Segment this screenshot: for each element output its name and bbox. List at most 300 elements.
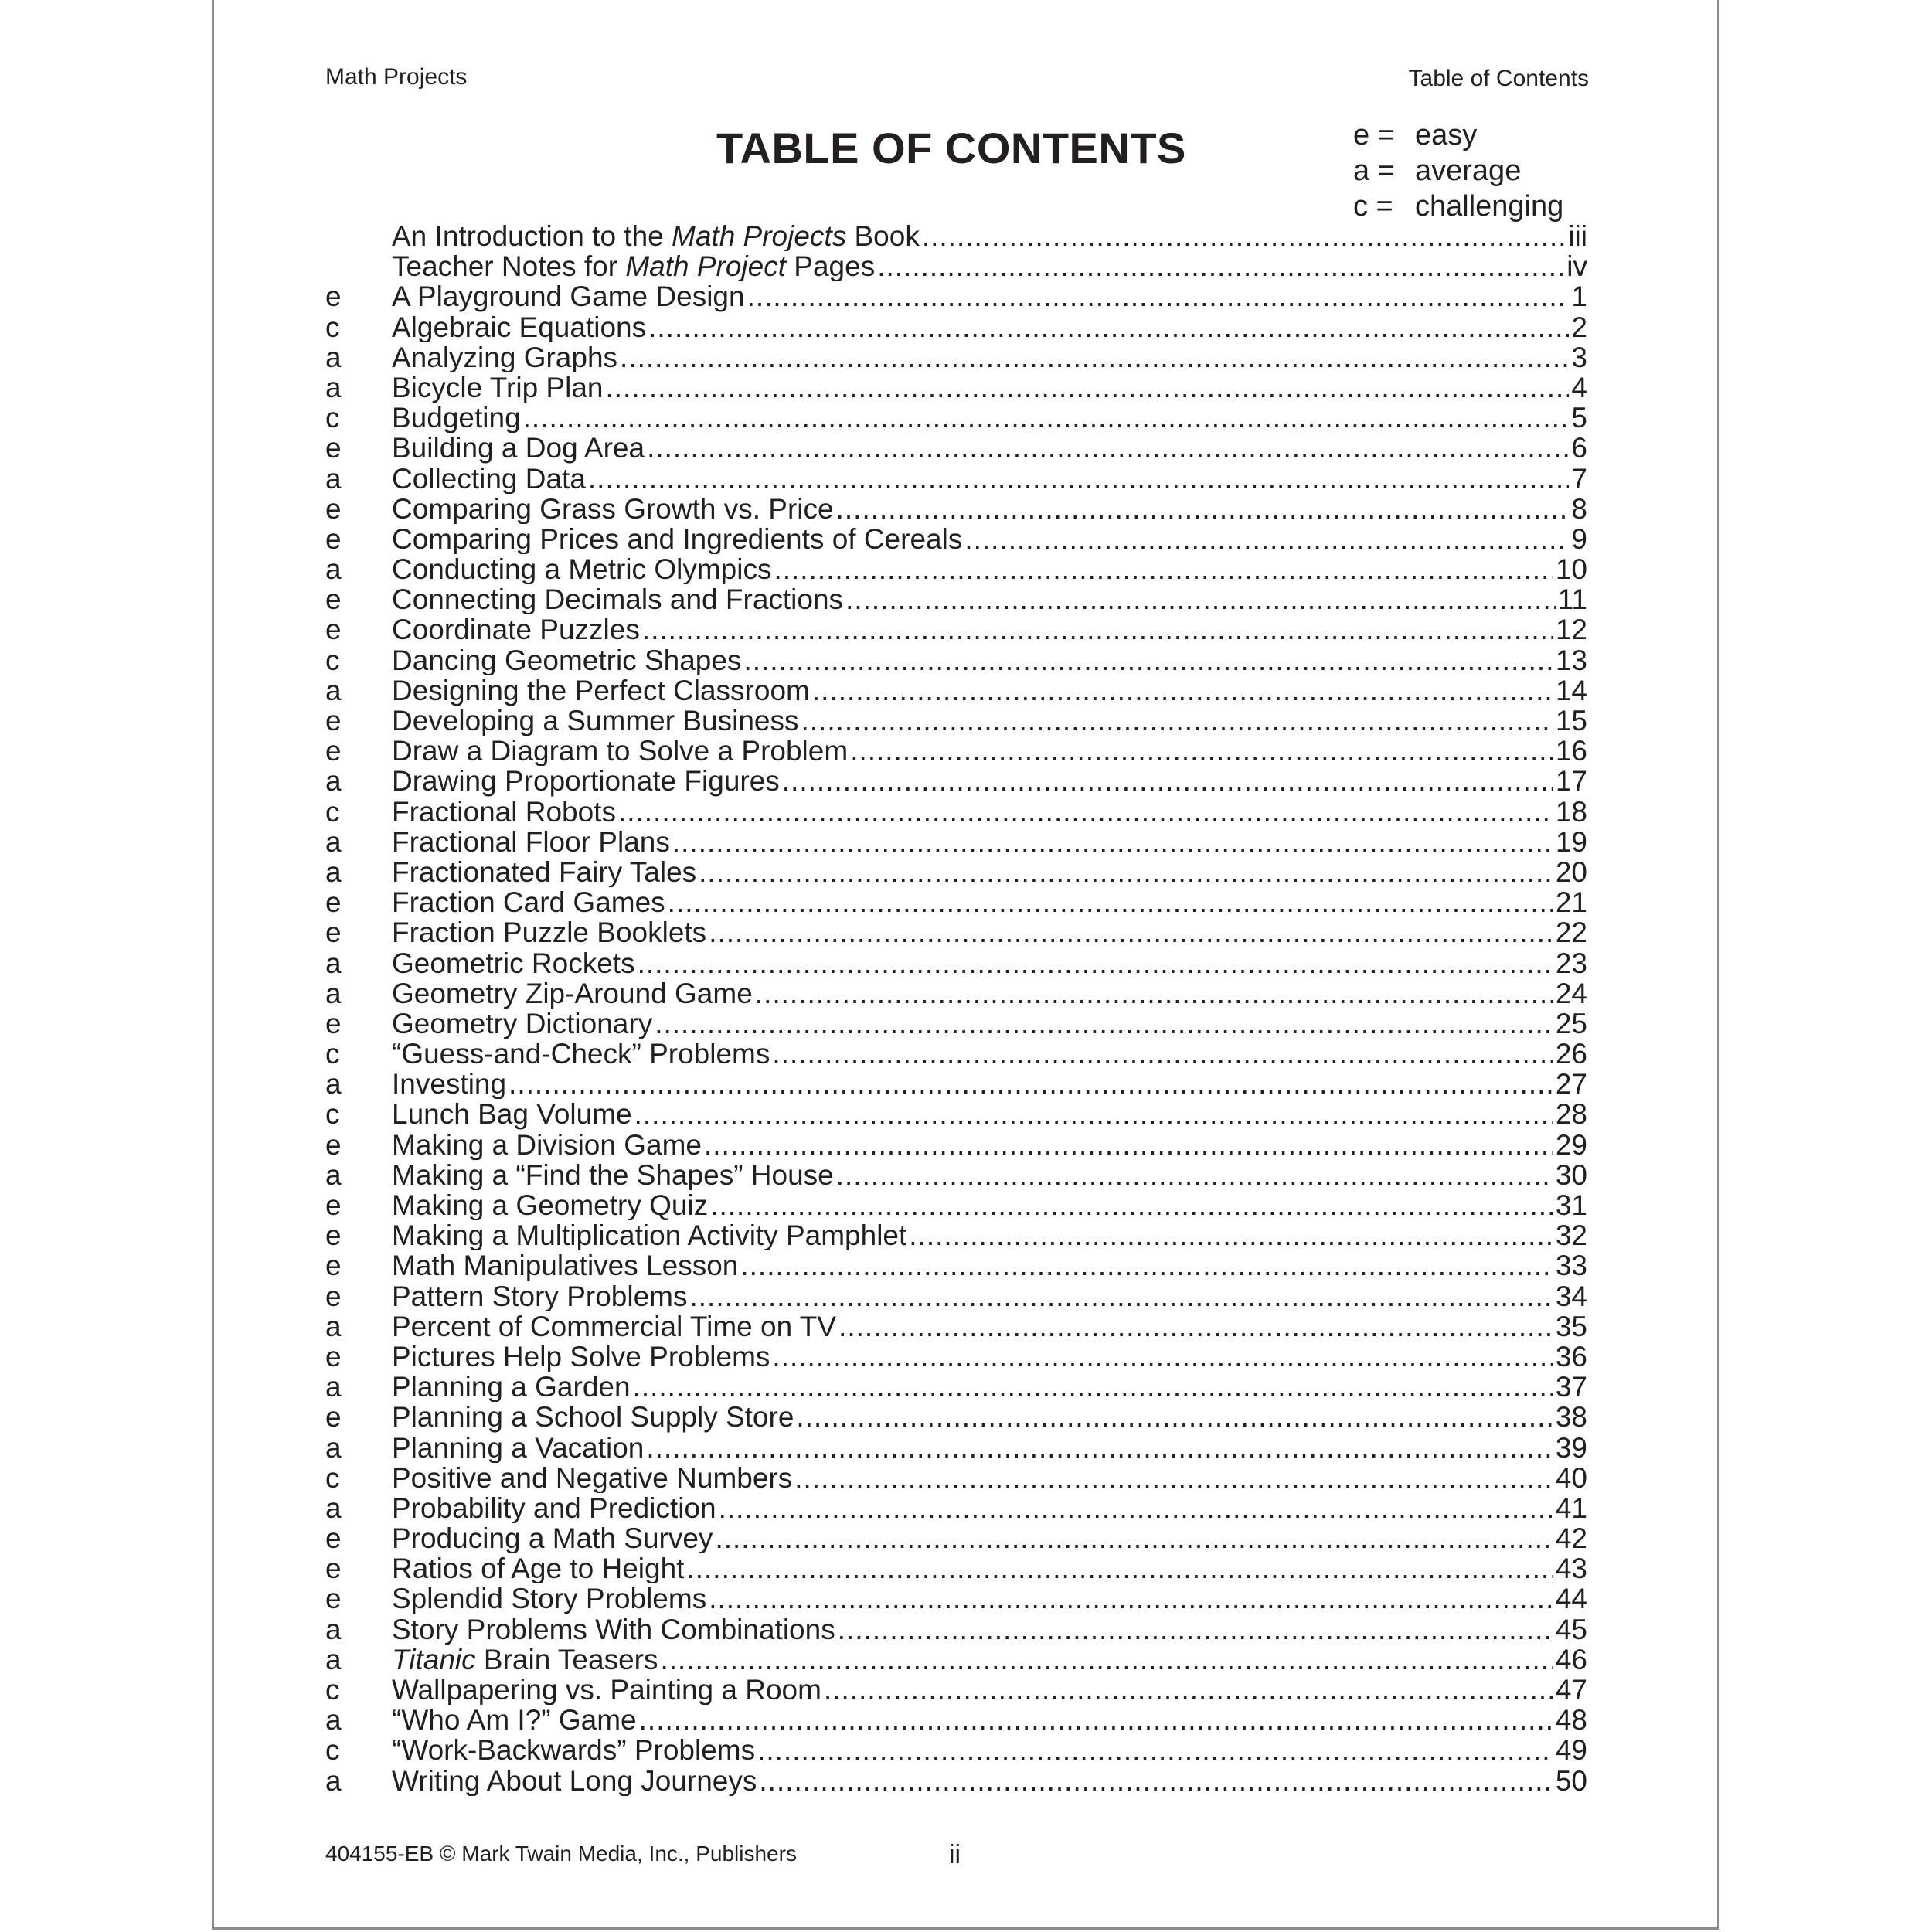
toc-entry[interactable] [325,1372,1587,1402]
difficulty-code: a [325,1704,342,1736]
toc-entry[interactable] [325,464,1587,494]
entry-title [392,1099,632,1129]
entry-page-number: 40 [1555,1462,1587,1493]
entry-page-number: 8 [1571,493,1587,524]
toc-entry-body [392,494,1587,524]
toc-entry-body [392,1583,1587,1614]
entry-title-text: Planning a School Supply Store [392,1402,794,1433]
entry-title [392,1766,757,1796]
entry-title-text: Algebraic Equations [392,311,647,342]
toc-entry[interactable] [325,948,1587,978]
entry-title-text: Developing a Summer Business [392,706,799,736]
entry-title [392,1523,713,1553]
entry-title-text: Geometry Dictionary [392,1008,653,1039]
entry-page-number: 15 [1555,706,1587,736]
toc-entry[interactable] [325,1766,1587,1796]
legend-row [1353,117,1563,153]
entry-title [392,766,780,796]
difficulty-code: a [325,765,342,798]
difficulty-code: e [325,917,342,949]
dot-leader [642,614,1553,645]
entry-title [392,342,617,372]
difficulty-code: a [325,825,342,858]
entry-title-text: Fraction Card Games [392,887,665,918]
toc-entry[interactable] [325,312,1587,342]
entry-title [392,706,798,736]
entry-title [392,645,741,675]
entry-title-text: Math Manipulatives Lesson [392,1250,739,1281]
entry-page-number: 17 [1555,766,1587,797]
toc-entry[interactable] [325,736,1587,766]
dot-leader [772,1039,1553,1069]
entry-page-number: 11 [1557,584,1587,615]
entry-title-text: Fractional Floor Plans [392,826,670,857]
page-number: ii [949,1840,961,1869]
dot-leader [850,736,1553,766]
toc-entry-body [392,221,1587,251]
dot-leader [639,1705,1553,1735]
difficulty-code: a [325,947,342,979]
entry-title-text: Geometric Rockets [392,947,635,978]
toc-entry[interactable] [325,645,1587,675]
difficulty-code: a [325,1492,342,1524]
entry-page-number: 32 [1555,1220,1587,1251]
toc-entry[interactable] [325,1583,1587,1614]
toc-entry-body [392,948,1587,978]
toc-entry[interactable] [325,1069,1587,1099]
difficulty-code: a [325,1158,342,1191]
toc-entry[interactable] [325,281,1587,311]
entry-page-number: 6 [1571,433,1587,464]
toc-entry[interactable] [325,1705,1587,1735]
dot-leader [606,372,1570,403]
toc-entry[interactable] [325,887,1587,917]
difficulty-code: a [325,1613,342,1645]
toc-entry-body [392,1342,1587,1372]
dot-leader [710,1190,1553,1220]
entry-title [392,827,670,857]
entry-title-text: Lunch Bag Volume [392,1099,632,1130]
difficulty-code: c [325,1674,340,1706]
dot-leader [709,1583,1553,1614]
toc-entry-body [392,312,1587,342]
toc-entry[interactable] [325,1735,1587,1765]
toc-entry-body [392,1553,1587,1583]
toc-entry[interactable] [325,1675,1587,1705]
entry-page-number: 20 [1555,856,1587,888]
entry-title [392,372,604,403]
toc-entry[interactable] [325,1250,1587,1281]
toc-entry-body [392,1614,1587,1645]
toc-entry-body [392,736,1587,766]
toc-entry[interactable] [325,372,1587,403]
entry-title [392,1675,821,1705]
footer-publisher: 404155-EB © Mark Twain Media, Inc., Publishers [325,1842,797,1866]
entry-page-number: 26 [1555,1039,1587,1070]
entry-title-text: Dancing Geometric Shapes [392,645,742,675]
entry-page-number: 9 [1571,523,1587,555]
dot-leader [620,342,1569,372]
toc-entry-body [392,1069,1587,1099]
toc-entry[interactable] [325,827,1587,857]
entry-title-text: Making a Multiplication Activity Pamphlet [392,1220,907,1251]
toc-entry-body [392,675,1587,706]
entry-page-number: 3 [1571,342,1587,372]
entry-title [392,1583,706,1614]
legend-code: c = [1353,190,1393,223]
difficulty-code: c [325,311,340,343]
dot-leader [647,433,1569,463]
legend-desc: challenging [1415,190,1564,223]
entry-page-number: 35 [1555,1311,1587,1342]
entry-title [392,1160,834,1190]
toc-entry[interactable] [325,1342,1587,1372]
entry-page-number: 16 [1555,736,1587,767]
dot-leader [836,494,1570,524]
toc-entry[interactable] [325,1160,1587,1190]
entry-title-text: Ratios of Age to Height [392,1553,685,1584]
difficulty-code: a [325,1371,342,1403]
dot-leader [747,281,1570,311]
entry-title [392,614,640,645]
entry-title [392,1705,637,1735]
dot-leader [801,706,1553,736]
toc-entry[interactable] [325,524,1587,554]
entry-page-number: 28 [1555,1099,1587,1130]
difficulty-code: e [325,886,342,919]
toc-entry-body [392,1433,1587,1463]
entry-title [392,1493,716,1523]
toc-entry-body [392,766,1587,796]
toc-entry-body [392,978,1587,1009]
difficulty-code: e [325,1280,342,1312]
toc-entry-body [392,1766,1587,1796]
entry-title-italic: Titanic [392,1644,476,1675]
dot-leader [715,1523,1553,1553]
entry-title [392,494,834,524]
entry-title-text: Fractional Robots [392,796,616,827]
entry-page-number: 38 [1555,1402,1587,1433]
toc-entry[interactable] [325,1645,1587,1675]
dot-leader [646,1433,1553,1463]
entry-title [392,1463,792,1493]
entry-title-text: Fraction Puzzle Booklets [392,917,707,948]
difficulty-code: e [325,1583,342,1615]
entry-title [392,584,843,614]
toc-entry[interactable] [325,494,1587,524]
toc-entry[interactable] [325,403,1587,433]
difficulty-code: e [325,705,342,736]
entry-title-text: “Guess-and-Check” Problems [392,1039,770,1070]
entry-page-number: 41 [1555,1492,1587,1524]
toc-entry[interactable] [325,554,1587,584]
legend-code: a = [1353,155,1395,187]
difficulty-code: a [325,371,342,403]
legend-row [1353,153,1563,189]
dot-leader [618,797,1553,827]
toc-entry-body [392,1009,1587,1039]
entry-page-number: 43 [1555,1553,1587,1584]
entry-title [392,1433,644,1463]
entry-title-text: Planning a Vacation [392,1432,645,1463]
toc-entry[interactable] [325,1130,1587,1160]
toc-entry[interactable] [325,1039,1587,1069]
toc-entry-body [392,1281,1587,1311]
entry-title [392,1311,836,1342]
entry-title-text: Making a Division Game [392,1129,702,1160]
toc-entry[interactable] [325,1311,1587,1342]
toc-entry-body [392,857,1587,887]
entry-title-text: Geometry Zip-Around Game [392,978,753,1009]
entry-page-number: 45 [1555,1614,1587,1645]
dot-leader [686,1553,1553,1583]
entry-page-number: 1 [1571,281,1587,312]
difficulty-code: a [325,553,342,586]
entry-page-number: 13 [1555,645,1587,675]
entry-title [392,403,521,433]
toc-entry-body [392,251,1587,281]
entry-title [392,1735,755,1765]
dot-leader [704,1130,1553,1160]
dot-leader [672,827,1553,857]
toc-entry-body [392,614,1587,645]
entry-title-text: Fractionated Fairy Tales [392,856,697,888]
entry-title [392,312,646,342]
toc-entry[interactable] [325,1523,1587,1553]
running-header-left: Math Projects [325,64,468,90]
page-title: TABLE OF CONTENTS [716,124,1186,172]
difficulty-code: e [325,432,342,464]
dot-leader [877,251,1564,281]
toc-entry[interactable] [325,766,1587,796]
toc-entry[interactable] [325,433,1587,463]
dot-leader [824,1675,1553,1705]
difficulty-code: e [325,1553,342,1585]
toc-entry-body [392,1372,1587,1402]
entry-title [392,524,962,554]
entry-title-text: Pattern Story Problems [392,1281,688,1311]
toc-entry[interactable] [325,1009,1587,1039]
entry-title-text: Wallpapering vs. Painting a Room [392,1675,821,1706]
toc-entry[interactable] [325,1220,1587,1250]
entry-title-italic: Math Projects [672,221,847,252]
toc-entry-body [392,1190,1587,1220]
entry-title-text: Drawing Proportionate Figures [392,766,780,797]
entry-title-text: Teacher Notes for [392,251,626,282]
toc-entry[interactable] [325,675,1587,706]
entry-title-text: An Introduction to the [392,221,672,252]
entry-title-text: A Playground Game Design [392,281,745,312]
entry-title [392,1281,687,1311]
dot-leader [709,917,1553,947]
toc-entry[interactable] [325,1433,1587,1463]
toc-entry-body [392,372,1587,403]
difficulty-code: e [325,1189,342,1221]
toc-list [325,221,1587,1796]
entry-title-text: “Work-Backwards” Problems [392,1735,756,1766]
entry-title-text: Investing [392,1069,507,1100]
toc-entry[interactable] [325,614,1587,645]
toc-entry[interactable] [325,797,1587,827]
entry-title-text: Writing About Long Journeys [392,1765,757,1796]
dot-leader [757,1735,1553,1765]
entry-page-number: 47 [1555,1675,1587,1706]
entry-title [392,857,696,887]
entry-title-text: Connecting Decimals and Fractions [392,584,844,615]
dot-leader [588,464,1570,494]
toc-entry[interactable] [325,342,1587,372]
dot-leader [509,1069,1553,1099]
entry-title-text: Bicycle Trip Plan [392,372,604,403]
entry-title-text: Collecting Data [392,463,586,494]
entry-title-text: Percent of Commercial Time on TV [392,1311,837,1342]
toc-entry[interactable] [325,917,1587,947]
entry-page-number: 44 [1555,1583,1587,1614]
toc-entry[interactable] [325,251,1587,281]
toc-entry-body [392,1463,1587,1493]
difficulty-code: e [325,1219,342,1252]
difficulty-code: a [325,1431,342,1464]
difficulty-code: a [325,1310,342,1342]
entry-page-number: 42 [1555,1523,1587,1554]
toc-entry-body [392,1705,1587,1735]
entry-title [392,1130,702,1160]
toc-entry[interactable] [325,1463,1587,1493]
toc-entry[interactable] [325,978,1587,1009]
toc-entry[interactable] [325,1099,1587,1129]
entry-page-number: 27 [1555,1069,1587,1100]
dot-leader [719,1493,1553,1523]
toc-entry[interactable] [325,1402,1587,1432]
toc-entry-body [392,917,1587,947]
entry-page-number: 46 [1555,1644,1587,1675]
toc-entry[interactable] [325,1281,1587,1311]
dot-leader [699,857,1553,887]
entry-page-number: 10 [1555,554,1587,585]
entry-title-text: Producing a Math Survey [392,1523,713,1554]
toc-entry-body [392,645,1587,675]
difficulty-code: a [325,855,342,888]
toc-entry[interactable] [325,1553,1587,1583]
toc-entry-body [392,1735,1587,1765]
toc-entry-body [392,1523,1587,1553]
toc-entry-body [392,464,1587,494]
entry-title [392,281,745,311]
legend-code: e = [1353,119,1395,151]
entry-page-number: 36 [1555,1341,1587,1372]
difficulty-code: e [325,1522,342,1555]
entry-title-text: Planning a Garden [392,1372,631,1403]
toc-entry-body [392,554,1587,584]
entry-title-text: Designing the Perfect Classroom [392,675,810,706]
dot-leader [909,1220,1553,1250]
toc-entry-body [392,1099,1587,1129]
dot-leader [838,1614,1553,1645]
difficulty-code: c [325,1098,340,1131]
entry-title [392,221,920,251]
difficulty-code: e [325,1340,342,1372]
entry-title-text: “Who Am I?” Game [392,1705,637,1736]
dot-leader [638,948,1553,978]
difficulty-code: c [325,1461,340,1494]
entry-title [392,464,586,494]
entry-page-number: iii [1568,221,1587,252]
difficulty-code: a [325,462,342,495]
toc-entry[interactable] [325,584,1587,614]
entry-title [392,1614,835,1645]
difficulty-code: a [325,977,342,1009]
toc-entry-body [392,1039,1587,1069]
toc-entry-body [392,524,1587,554]
toc-entry-body [392,1160,1587,1190]
entry-page-number: 2 [1571,311,1587,342]
toc-entry-body [392,403,1587,433]
difficulty-code: c [325,795,340,828]
toc-entry-body [392,584,1587,614]
entry-title-suffix: Pages [786,251,876,282]
entry-title [392,1220,906,1250]
entry-page-number: 24 [1555,978,1587,1009]
entry-page-number: 25 [1555,1008,1587,1039]
entry-title-text: Conducting a Metric Olympics [392,554,772,585]
toc-entry-body [392,797,1587,827]
dot-leader [648,312,1569,342]
entry-title-text: Splendid Story Problems [392,1583,707,1614]
dot-leader [838,1311,1553,1342]
entry-page-number: 21 [1555,887,1587,918]
toc-entry[interactable] [325,1190,1587,1220]
toc-entry-body [392,706,1587,736]
dot-leader [755,978,1553,1009]
toc-entry[interactable] [325,1614,1587,1645]
toc-entry[interactable] [325,706,1587,736]
entry-title [392,1342,770,1372]
toc-entry[interactable] [325,857,1587,887]
dot-leader [922,221,1566,251]
entry-title-text: Making a Geometry Quiz [392,1190,709,1221]
entry-title [392,675,810,706]
difficulty-code: a [325,1764,342,1797]
toc-entry[interactable] [325,1493,1587,1523]
entry-page-number: 29 [1555,1129,1587,1160]
entry-title [392,1069,506,1099]
entry-page-number: 31 [1555,1190,1587,1221]
dot-leader [689,1281,1553,1311]
toc-entry-body [392,1311,1587,1342]
toc-entry-body [392,827,1587,857]
entry-page-number: 23 [1555,947,1587,978]
entry-page-number: 12 [1555,614,1587,645]
entry-title-text: Comparing Grass Growth vs. Price [392,493,834,524]
entry-page-number: 34 [1555,1281,1587,1311]
entry-title [392,433,645,463]
entry-title [392,1009,652,1039]
difficulty-code: c [325,402,340,434]
dot-leader [759,1766,1553,1796]
dot-leader [523,403,1570,433]
legend-row [1353,189,1563,224]
difficulty-code: e [325,1401,342,1434]
difficulty-code: e [325,1128,342,1161]
toc-entry-body [392,1675,1587,1705]
dot-leader [633,1372,1553,1402]
entry-title-suffix: Book [846,221,920,252]
toc-entry[interactable] [325,221,1587,251]
entry-page-number: 14 [1555,675,1587,706]
entry-page-number: 5 [1571,403,1587,434]
dot-leader [772,1342,1553,1372]
difficulty-code: e [325,281,342,313]
